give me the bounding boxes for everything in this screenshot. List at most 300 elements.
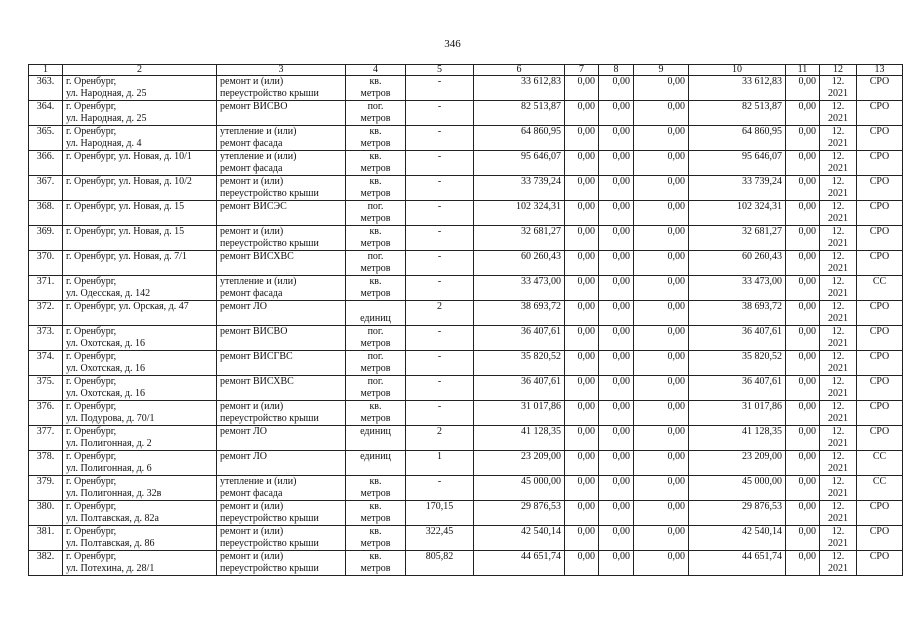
unit-cell-line: кв. [369, 501, 382, 512]
unit-cell-line: метров [360, 213, 391, 224]
work-type-cell-line: ремонт фасада [220, 163, 283, 174]
date-cell-line: 2021 [828, 463, 848, 474]
work-type-cell-line: ремонт ВИСХВС [220, 376, 294, 387]
col9-cell: 0,00 [634, 551, 689, 576]
address-cell [63, 201, 217, 226]
fund-cost-cell: 23 209,00 [689, 451, 786, 476]
total-cost-cell: 64 860,95 [474, 126, 565, 151]
address-cell-line: ул. Одесская, д. 142 [66, 288, 151, 299]
work-type-cell-line: переустройство крыши [220, 238, 319, 249]
work-type-cell-line: ремонт ЛО [220, 426, 267, 437]
header-cell-4: 4 [346, 65, 406, 76]
work-type-cell-line: ремонт ВИСГВС [220, 351, 293, 362]
address-cell [63, 401, 217, 426]
total-cost-cell: 60 260,43 [474, 251, 565, 276]
header-cell-3: 3 [217, 65, 346, 76]
table-row [29, 126, 903, 151]
row-number: 368. [29, 201, 63, 226]
unit-cell-line: метров [360, 138, 391, 149]
address-cell-line: г. Оренбург, ул. Новая, д. 10/2 [66, 176, 192, 187]
header-cell-5: 5 [406, 65, 474, 76]
col7-cell: 0,00 [565, 151, 599, 176]
work-type-cell-line: переустройство крыши [220, 563, 319, 574]
address-cell-line: г. Оренбург, [66, 126, 117, 137]
address-cell [63, 376, 217, 401]
row-number: 366. [29, 151, 63, 176]
work-type-cell-line [220, 313, 342, 325]
unit-cell-line: кв. [369, 151, 382, 162]
col7-cell: 0,00 [565, 101, 599, 126]
header-cell-6: 6 [474, 65, 565, 76]
col9-cell: 0,00 [634, 326, 689, 351]
unit-cell-line: метров [360, 163, 391, 174]
work-type-cell [217, 76, 346, 101]
col7-cell: 0,00 [565, 351, 599, 376]
work-type-cell [217, 151, 346, 176]
address-cell-line [66, 238, 213, 250]
unit-cell-line: единиц [360, 313, 391, 324]
date-cell [820, 101, 857, 126]
address-cell-line: ул. Народная, д. 25 [66, 113, 147, 124]
unit-cell-line: пог. [367, 376, 384, 387]
date-cell-line: 12. [831, 301, 845, 312]
col7-cell: 0,00 [565, 401, 599, 426]
row-number: 364. [29, 101, 63, 126]
work-type-cell-line [220, 463, 342, 475]
unit-cell [346, 226, 406, 251]
address-cell-line: г. Оренбург, [66, 276, 117, 287]
address-cell [63, 326, 217, 351]
total-cost-cell: 42 540,14 [474, 526, 565, 551]
date-cell-line: 12. [831, 101, 845, 112]
unit-cell-line: пог. [367, 201, 384, 212]
work-type-cell-line [220, 263, 342, 275]
date-cell-line: 2021 [828, 263, 848, 274]
date-cell [820, 201, 857, 226]
unit-cell-line: метров [360, 563, 391, 574]
unit-cell-line: единиц [360, 426, 391, 437]
address-cell-line: г. Оренбург, ул. Новая, д. 15 [66, 201, 185, 212]
work-type-cell [217, 526, 346, 551]
address-cell-line [66, 163, 213, 175]
source-cell: СРО [857, 76, 903, 101]
col7-cell: 0,00 [565, 451, 599, 476]
address-cell [63, 451, 217, 476]
date-cell-line: 12. [831, 276, 845, 287]
col8-cell: 0,00 [599, 126, 634, 151]
unit-cell-line: метров [360, 238, 391, 249]
address-cell-line: ул. Потехина, д. 28/1 [66, 563, 155, 574]
date-cell-line: 12. [831, 451, 845, 462]
unit-cell-line: кв. [369, 276, 382, 287]
work-type-cell [217, 376, 346, 401]
col8-cell: 0,00 [599, 101, 634, 126]
unit-cell-line: кв. [369, 76, 382, 87]
date-cell-line: 12. [831, 326, 845, 337]
table-row [29, 76, 903, 101]
quantity-cell: 322,45 [406, 526, 474, 551]
col11-cell: 0,00 [786, 176, 820, 201]
repair-register-table [28, 64, 903, 576]
total-cost-cell: 102 324,31 [474, 201, 565, 226]
address-cell-line: г. Оренбург, [66, 476, 117, 487]
fund-cost-cell: 32 681,27 [689, 226, 786, 251]
row-number: 363. [29, 76, 63, 101]
col11-cell: 0,00 [786, 101, 820, 126]
work-type-cell-line: утепление и (или) [220, 276, 297, 287]
work-type-cell-line: ремонт и (или) [220, 176, 284, 187]
col11-cell: 0,00 [786, 501, 820, 526]
col9-cell: 0,00 [634, 351, 689, 376]
work-type-cell-line: ремонт ВИСВО [220, 101, 288, 112]
fund-cost-cell: 42 540,14 [689, 526, 786, 551]
col11-cell: 0,00 [786, 226, 820, 251]
work-type-cell-line: утепление и (или) [220, 476, 297, 487]
col11-cell: 0,00 [786, 401, 820, 426]
work-type-cell-line [220, 363, 342, 375]
address-cell-line: г. Оренбург, [66, 401, 117, 412]
date-cell-line: 12. [831, 226, 845, 237]
row-number: 374. [29, 351, 63, 376]
col8-cell: 0,00 [599, 526, 634, 551]
col11-cell: 0,00 [786, 476, 820, 501]
quantity-cell: 170,15 [406, 501, 474, 526]
fund-cost-cell: 38 693,72 [689, 301, 786, 326]
source-cell: СРО [857, 176, 903, 201]
work-type-cell [217, 476, 346, 501]
address-cell [63, 301, 217, 326]
table-row [29, 101, 903, 126]
col9-cell: 0,00 [634, 501, 689, 526]
address-cell [63, 551, 217, 576]
work-type-cell-line: переустройство крыши [220, 538, 319, 549]
unit-cell-line: метров [360, 263, 391, 274]
date-cell [820, 426, 857, 451]
fund-cost-cell: 35 820,52 [689, 351, 786, 376]
quantity-cell: - [406, 476, 474, 501]
unit-cell-line: метров [360, 363, 391, 374]
quantity-cell: - [406, 351, 474, 376]
unit-cell-line [349, 463, 402, 475]
date-cell-line: 12. [831, 501, 845, 512]
date-cell [820, 326, 857, 351]
address-cell [63, 76, 217, 101]
row-number: 380. [29, 501, 63, 526]
work-type-cell-line: переустройство крыши [220, 188, 319, 199]
col9-cell: 0,00 [634, 376, 689, 401]
col9-cell: 0,00 [634, 201, 689, 226]
address-cell-line: ул. Подурова, д. 70/1 [66, 413, 155, 424]
col11-cell: 0,00 [786, 451, 820, 476]
date-cell [820, 376, 857, 401]
address-cell-line: г. Оренбург, [66, 351, 117, 362]
total-cost-cell: 32 681,27 [474, 226, 565, 251]
address-cell-line: г. Оренбург, ул. Новая, д. 7/1 [66, 251, 187, 262]
address-cell [63, 251, 217, 276]
col7-cell: 0,00 [565, 301, 599, 326]
unit-cell [346, 426, 406, 451]
date-cell [820, 276, 857, 301]
work-type-cell-line: ремонт ВИСВО [220, 326, 288, 337]
source-cell: СРО [857, 251, 903, 276]
date-cell [820, 526, 857, 551]
col7-cell: 0,00 [565, 226, 599, 251]
col9-cell: 0,00 [634, 101, 689, 126]
total-cost-cell: 33 739,24 [474, 176, 565, 201]
date-cell [820, 401, 857, 426]
quantity-cell: - [406, 276, 474, 301]
col7-cell: 0,00 [565, 176, 599, 201]
address-cell-line: г. Оренбург, [66, 501, 117, 512]
date-cell-line: 12. [831, 526, 845, 537]
source-cell: СРО [857, 426, 903, 451]
col7-cell: 0,00 [565, 76, 599, 101]
unit-cell-line: метров [360, 338, 391, 349]
header-cell-2: 2 [63, 65, 217, 76]
quantity-cell: - [406, 251, 474, 276]
work-type-cell-line [220, 338, 342, 350]
unit-cell [346, 526, 406, 551]
fund-cost-cell: 36 407,61 [689, 326, 786, 351]
address-cell-line: г. Оренбург, ул. Новая, д. 10/1 [66, 151, 192, 162]
date-cell-line: 2021 [828, 288, 848, 299]
date-cell-line: 12. [831, 376, 845, 387]
col11-cell: 0,00 [786, 276, 820, 301]
date-cell [820, 151, 857, 176]
work-type-cell-line [220, 213, 342, 225]
work-type-cell [217, 401, 346, 426]
address-cell-line: ул. Охотская, д. 16 [66, 388, 146, 399]
quantity-cell: - [406, 101, 474, 126]
address-cell-line: г. Оренбург, [66, 76, 117, 87]
work-type-cell-line: переустройство крыши [220, 513, 319, 524]
col8-cell: 0,00 [599, 476, 634, 501]
date-cell-line: 2021 [828, 188, 848, 199]
header-cell-1: 1 [29, 65, 63, 76]
date-cell-line: 12. [831, 351, 845, 362]
col11-cell: 0,00 [786, 426, 820, 451]
work-type-cell [217, 201, 346, 226]
work-type-cell [217, 276, 346, 301]
unit-cell-line: метров [360, 388, 391, 399]
table-row [29, 226, 903, 251]
source-cell: СС [857, 276, 903, 301]
col8-cell: 0,00 [599, 276, 634, 301]
table-row [29, 401, 903, 426]
quantity-cell: 1 [406, 451, 474, 476]
address-cell-line: ул. Полигонная, д. 32в [66, 488, 162, 499]
work-type-cell [217, 251, 346, 276]
quantity-cell: - [406, 176, 474, 201]
address-cell [63, 476, 217, 501]
work-type-cell-line: переустройство крыши [220, 413, 319, 424]
col7-cell: 0,00 [565, 276, 599, 301]
source-cell: СРО [857, 226, 903, 251]
row-number: 379. [29, 476, 63, 501]
work-type-cell-line: утепление и (или) [220, 126, 297, 137]
col8-cell: 0,00 [599, 551, 634, 576]
col9-cell: 0,00 [634, 251, 689, 276]
unit-cell [346, 276, 406, 301]
address-cell-line: ул. Полигонная, д. 6 [66, 463, 152, 474]
quantity-cell: 2 [406, 426, 474, 451]
address-cell-line: г. Оренбург, [66, 451, 117, 462]
quantity-cell: - [406, 326, 474, 351]
unit-cell-line: кв. [369, 226, 382, 237]
unit-cell-line: метров [360, 513, 391, 524]
row-number: 373. [29, 326, 63, 351]
address-cell-line [66, 188, 213, 200]
date-cell-line: 12. [831, 551, 845, 562]
row-number: 367. [29, 176, 63, 201]
col11-cell: 0,00 [786, 326, 820, 351]
date-cell-line: 2021 [828, 538, 848, 549]
address-cell-line: г. Оренбург, ул. Новая, д. 15 [66, 226, 185, 237]
date-cell-line: 12. [831, 176, 845, 187]
address-cell-line [66, 313, 213, 325]
date-cell [820, 551, 857, 576]
table-row [29, 376, 903, 401]
col9-cell: 0,00 [634, 176, 689, 201]
total-cost-cell: 36 407,61 [474, 326, 565, 351]
unit-cell-line: пог. [367, 101, 384, 112]
date-cell-line: 2021 [828, 388, 848, 399]
unit-cell-line: метров [360, 113, 391, 124]
work-type-cell [217, 301, 346, 326]
col8-cell: 0,00 [599, 301, 634, 326]
quantity-cell: - [406, 76, 474, 101]
work-type-cell [217, 426, 346, 451]
table-row [29, 251, 903, 276]
total-cost-cell: 38 693,72 [474, 301, 565, 326]
work-type-cell-line [220, 113, 342, 125]
date-cell [820, 301, 857, 326]
work-type-cell [217, 126, 346, 151]
row-number: 381. [29, 526, 63, 551]
col8-cell: 0,00 [599, 426, 634, 451]
col9-cell: 0,00 [634, 426, 689, 451]
col7-cell: 0,00 [565, 526, 599, 551]
col8-cell: 0,00 [599, 326, 634, 351]
unit-cell [346, 401, 406, 426]
work-type-cell-line: ремонт ЛО [220, 301, 267, 312]
col11-cell: 0,00 [786, 151, 820, 176]
fund-cost-cell: 44 651,74 [689, 551, 786, 576]
work-type-cell-line: ремонт ВИСЭС [220, 201, 287, 212]
source-cell: СРО [857, 351, 903, 376]
total-cost-cell: 45 000,00 [474, 476, 565, 501]
work-type-cell-line: переустройство крыши [220, 88, 319, 99]
date-cell-line: 2021 [828, 488, 848, 499]
quantity-cell: - [406, 376, 474, 401]
unit-cell-line: метров [360, 413, 391, 424]
date-cell-line: 12. [831, 76, 845, 87]
col8-cell: 0,00 [599, 151, 634, 176]
source-cell: СРО [857, 151, 903, 176]
unit-cell [346, 201, 406, 226]
total-cost-cell: 29 876,53 [474, 501, 565, 526]
work-type-cell-line: ремонт и (или) [220, 76, 284, 87]
address-cell-line: ул. Охотская, д. 16 [66, 338, 146, 349]
work-type-cell-line: ремонт ВИСХВС [220, 251, 294, 262]
source-cell: СРО [857, 401, 903, 426]
fund-cost-cell: 33 473,00 [689, 276, 786, 301]
fund-cost-cell: 82 513,87 [689, 101, 786, 126]
date-cell-line: 2021 [828, 338, 848, 349]
source-cell: СРО [857, 101, 903, 126]
date-cell-line: 12. [831, 201, 845, 212]
unit-cell [346, 451, 406, 476]
address-cell-line: г. Оренбург, [66, 426, 117, 437]
table-row [29, 501, 903, 526]
address-cell [63, 151, 217, 176]
source-cell: СС [857, 451, 903, 476]
fund-cost-cell: 29 876,53 [689, 501, 786, 526]
address-cell-line: г. Оренбург, [66, 551, 117, 562]
col11-cell: 0,00 [786, 126, 820, 151]
unit-cell-line: метров [360, 188, 391, 199]
unit-cell [346, 551, 406, 576]
date-cell-line: 12. [831, 401, 845, 412]
unit-cell-line: кв. [369, 176, 382, 187]
address-cell [63, 126, 217, 151]
col8-cell: 0,00 [599, 176, 634, 201]
row-number: 372. [29, 301, 63, 326]
unit-cell-line: метров [360, 538, 391, 549]
work-type-cell-line [220, 438, 342, 450]
address-cell-line: г. Оренбург, [66, 526, 117, 537]
col9-cell: 0,00 [634, 451, 689, 476]
total-cost-cell: 31 017,86 [474, 401, 565, 426]
address-cell-line: ул. Народная, д. 25 [66, 88, 147, 99]
table-row [29, 326, 903, 351]
date-cell-line: 2021 [828, 138, 848, 149]
unit-cell [346, 351, 406, 376]
address-cell [63, 101, 217, 126]
col9-cell: 0,00 [634, 151, 689, 176]
col9-cell: 0,00 [634, 301, 689, 326]
col9-cell: 0,00 [634, 126, 689, 151]
work-type-cell [217, 101, 346, 126]
unit-cell-line: кв. [369, 551, 382, 562]
header-cell-11: 11 [786, 65, 820, 76]
col11-cell: 0,00 [786, 526, 820, 551]
source-cell: СС [857, 476, 903, 501]
col9-cell: 0,00 [634, 476, 689, 501]
total-cost-cell: 95 646,07 [474, 151, 565, 176]
fund-cost-cell: 60 260,43 [689, 251, 786, 276]
quantity-cell: - [406, 151, 474, 176]
table-row [29, 426, 903, 451]
quantity-cell: 2 [406, 301, 474, 326]
address-cell-line: ул. Охотская, д. 16 [66, 363, 146, 374]
work-type-cell-line: ремонт фасада [220, 138, 283, 149]
unit-cell-line: метров [360, 288, 391, 299]
header-cell-12: 12 [820, 65, 857, 76]
unit-cell-line: метров [360, 488, 391, 499]
col11-cell: 0,00 [786, 251, 820, 276]
col8-cell: 0,00 [599, 351, 634, 376]
table-row [29, 201, 903, 226]
row-number: 382. [29, 551, 63, 576]
date-cell-line: 12. [831, 251, 845, 262]
table-row [29, 176, 903, 201]
date-cell-line: 12. [831, 126, 845, 137]
work-type-cell [217, 351, 346, 376]
fund-cost-cell: 31 017,86 [689, 401, 786, 426]
total-cost-cell: 44 651,74 [474, 551, 565, 576]
quantity-cell: - [406, 201, 474, 226]
